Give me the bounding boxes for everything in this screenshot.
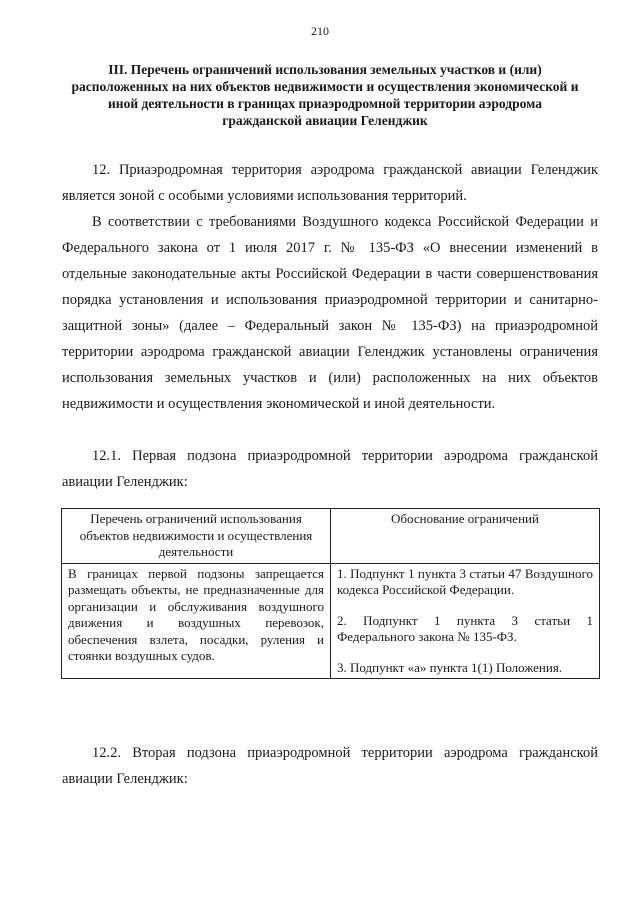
- restrictions-table: [61, 508, 600, 679]
- section-heading: III. Перечень ограничений использования земельных участков и (или) расположенных на них объектов недвижимости и осуществления экономической и иной деятельности в границах приаэродромной территории аэродрома гражданской авиации Геленджик: [71, 62, 579, 128]
- paragraph-12: 12. Приаэродромная территория аэродрома гражданской авиации Геленджик является зоной с особыми условиями использования территорий.: [62, 162, 598, 204]
- table-cell-restriction: В границах первой подзоны запрещается размещать объекты, не предназначенные для организации и обслуживания воздушного движения и воздушных перевозок, обеспечения взлета, посадки, руления и стоянки воздушных судов.: [62, 563, 331, 679]
- table-row: [62, 563, 600, 679]
- justification-item: 3. Подпункт «а» пункта 1(1) Положения.: [337, 659, 563, 675]
- table-header-justification: Обоснование ограничений: [331, 509, 600, 564]
- justification-item: 1. Подпункт 1 пункта 3 статьи 47 Воздушного кодекса Российской Федерации.: [337, 565, 593, 597]
- table-header-restrictions: Перечень ограничений использования объектов недвижимости и осуществления деятельности: [62, 509, 331, 564]
- paragraph-legal-basis: В соответствии с требованиями Воздушного кодекса Российской Федерации и Федерального закона от 1 июля 2017 г. № 135-ФЗ «О внесении изменений в отдельные законодательные акты Российской Федерации в части совершенствования порядка установления и использования приаэродромной территории и санитарно-защитной зоны» (далее – Федеральный закон № 135-ФЗ) на приаэродромной территории аэродрома гражданской авиации Геленджик установлены ограничения использования земельных участков и (или) расположенных на них объектов недвижимости и осуществления экономической и иной деятельности.: [62, 214, 598, 412]
- paragraph-12-2: 12.2. Вторая подзона приаэродромной территории аэродрома гражданской авиации Геленджик:: [62, 745, 598, 787]
- page-number: 210: [311, 24, 329, 38]
- paragraph-12-1: 12.1. Первая подзона приаэродромной территории аэродрома гражданской авиации Геленджик:: [62, 448, 598, 490]
- table-cell-justification: [331, 563, 600, 679]
- justification-item: 2. Подпункт 1 пункта 3 статьи 1 Федерального закона № 135-ФЗ.: [337, 612, 593, 644]
- table-header-row: [62, 509, 600, 564]
